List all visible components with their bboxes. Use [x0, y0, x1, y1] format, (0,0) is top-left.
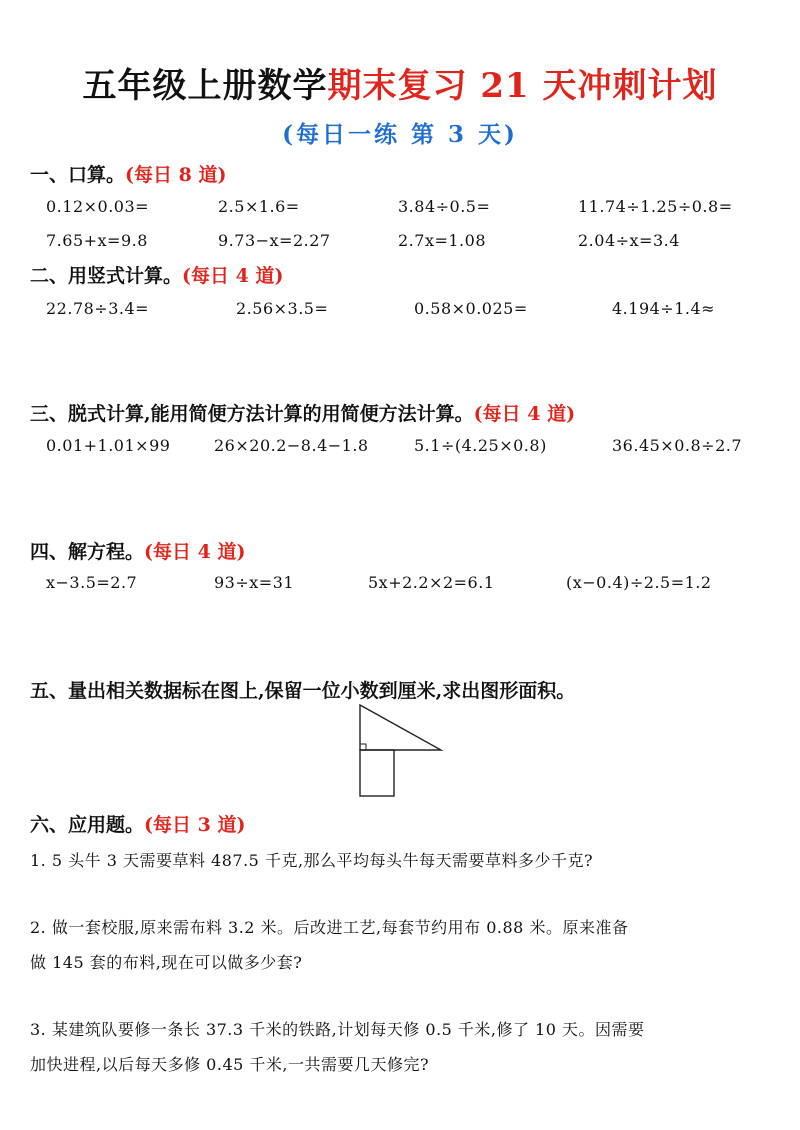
exercise-item: 9.73−x=2.27: [218, 231, 331, 250]
section-6-title: 六、应用题。: [30, 814, 145, 836]
exercise-item: 2.5×1.6=: [218, 197, 300, 216]
word-problem-3-line-1: 3. 某建筑队要修一条长 37.3 千米的铁路,计划每天修 0.5 千米,修了 10 天。因需要: [30, 1020, 645, 1039]
title-black: 五年级上册数学: [82, 66, 328, 106]
word-problem-1: 1. 5 头牛 3 天需要草料 487.5 千克,那么平均每头牛每天需要草料多少千克?: [30, 851, 594, 870]
section-4-heading: [30, 537, 245, 564]
section-6-heading: [30, 810, 245, 837]
exercise-item: 3.84÷0.5=: [398, 197, 491, 216]
exercise-item: 93÷x=31: [214, 573, 295, 592]
exercise-item: x−3.5=2.7: [46, 573, 138, 592]
exercise-item: (x−0.4)÷2.5=1.2: [566, 573, 712, 592]
section-1-heading: [30, 160, 226, 187]
exercise-item: 11.74÷1.25÷0.8=: [578, 197, 733, 216]
section-2-tag: (每日 4 道): [182, 265, 284, 287]
word-problem-3-line-2: 加快进程,以后每天多修 0.45 千米,一共需要几天修完?: [30, 1055, 430, 1074]
section-3-heading: [30, 399, 575, 426]
exercise-item: 5x+2.2×2=6.1: [368, 573, 495, 592]
section-3-title: 三、脱式计算,能用简便方法计算的用简便方法计算。: [30, 403, 474, 425]
page-title: [0, 58, 800, 107]
exercise-item: 0.01+1.01×99: [46, 436, 171, 455]
section-3-tag: (每日 4 道): [473, 403, 576, 425]
exercise-item: 2.04÷x=3.4: [578, 231, 680, 250]
section-4-title: 四、解方程。: [30, 541, 145, 563]
exercise-item: 5.1÷(4.25×0.8): [414, 436, 547, 455]
section-5-title: 五、量出相关数据标在图上,保留一位小数到厘米,求出图形面积。: [30, 680, 576, 702]
exercise-item: 2.7x=1.08: [398, 231, 486, 250]
word-problem-2-line-1: 2. 做一套校服,原来需布料 3.2 米。后改进工艺,每套节约用布 0.88 米。原来准备: [30, 918, 629, 937]
section-6-tag: (每日 3 道): [144, 814, 246, 836]
section-1-tag: (每日 8 道): [125, 164, 227, 186]
section-5-heading: [30, 676, 575, 703]
exercise-item: 4.194÷1.4≈: [612, 299, 716, 318]
word-problem-2-line-2: 做 145 套的布料,现在可以做多少套?: [30, 953, 303, 972]
section-1-title: 一、口算。: [30, 164, 126, 186]
rectangle-shape: [360, 750, 394, 796]
title-red: 期末复习 21 天冲刺计划: [327, 66, 718, 106]
exercise-item: 36.45×0.8÷2.7: [612, 436, 743, 455]
section-2-heading: [30, 261, 283, 288]
section-2-title: 二、用竖式计算。: [30, 265, 183, 287]
right-angle-mark: [360, 744, 366, 750]
page-subtitle: (每日一练 第 3 天): [282, 121, 518, 148]
exercise-item: 22.78÷3.4=: [46, 299, 150, 318]
exercise-item: 26×20.2−8.4−1.8: [214, 436, 369, 455]
section-4-tag: (每日 4 道): [144, 541, 246, 563]
exercise-item: 0.58×0.025=: [414, 299, 528, 318]
exercise-item: 2.56×3.5=: [236, 299, 329, 318]
exercise-item: 7.65+x=9.8: [46, 231, 148, 250]
exercise-item: 0.12×0.03=: [46, 197, 150, 216]
geometry-figure: [355, 703, 447, 799]
triangle-shape: [360, 705, 441, 750]
